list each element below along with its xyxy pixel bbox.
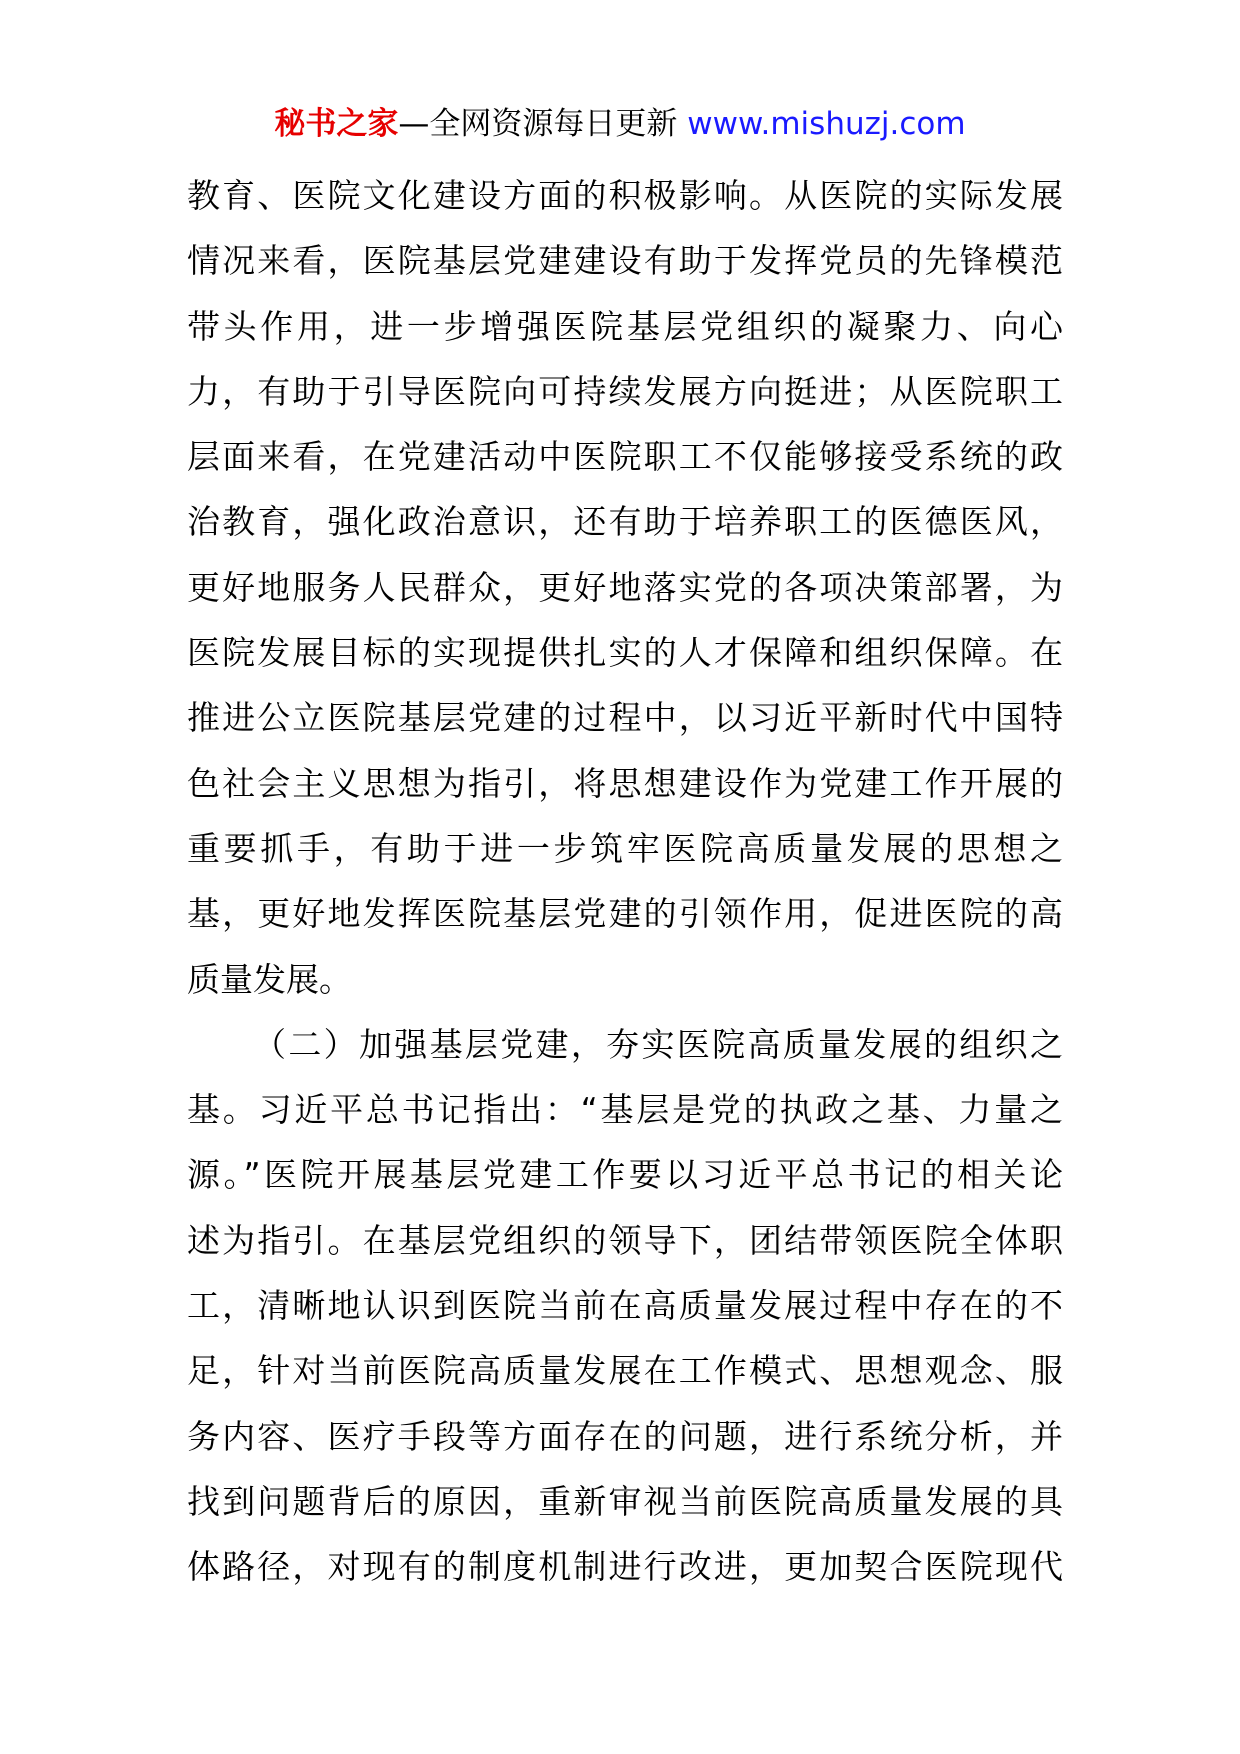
site-brand: 秘书之家 — [274, 106, 399, 142]
paragraph-line: 质量发展。 — [187, 959, 352, 999]
paragraph-line: 工，清晰地认识到医院当前在高质量发展过程中存在的不 — [187, 1286, 1063, 1326]
paragraph-line: 层面来看，在党建活动中医院职工不仅能够接受系统的政 — [187, 437, 1063, 477]
paragraph-line: 足，针对当前医院高质量发展在工作模式、思想观念、服 — [187, 1351, 1063, 1391]
paragraph-line: 体路径，对现有的制度机制进行改进，更加契合医院现代 — [187, 1547, 1063, 1587]
paragraph-line: 情况来看，医院基层党建建设有助于发挥党员的先锋模范 — [187, 241, 1063, 281]
paragraph-line: 更好地服务人民群众，更好地落实党的各项决策部署，为 — [187, 567, 1063, 607]
paragraph-line: 述为指引。在基层党组织的领导下，团结带领医院全体职 — [187, 1220, 1063, 1260]
paragraph-line: 治教育，强化政治意识，还有助于培养职工的医德医风， — [187, 502, 1063, 542]
section-heading-line: （二）加强基层党建，夯实医院高质量发展的组织之 — [253, 1024, 1063, 1064]
paragraph-line: 找到问题背后的原因，重新审视当前医院高质量发展的具 — [187, 1481, 1063, 1521]
site-tagline: —全网资源每日更新 — [398, 106, 678, 142]
paragraph-line: 教育、医院文化建设方面的积极影响。从医院的实际发展 — [187, 176, 1063, 215]
document-body — [187, 163, 1063, 1600]
paragraph-line: 力，有助于引导医院向可持续发展方向挺进；从医院职工 — [187, 371, 1063, 411]
paragraph-line: 基，更好地发挥医院基层党建的引领作用，促进医院的高 — [187, 894, 1063, 934]
paragraph-line: 色社会主义思想为指引，将思想建设作为党建工作开展的 — [187, 763, 1063, 803]
paragraph-line: 务内容、医疗手段等方面存在的问题，进行系统分析，并 — [187, 1416, 1063, 1456]
paragraph-line: 重要抓手，有助于进一步筑牢医院高质量发展的思想之 — [187, 828, 1063, 868]
site-url-link[interactable]: www.mishuzj.com — [687, 106, 966, 142]
paragraph-line: 医院发展目标的实现提供扎实的人才保障和组织保障。在 — [187, 633, 1063, 673]
paragraph-line: 带头作用，进一步增强医院基层党组织的凝聚力、向心 — [187, 306, 1063, 346]
site-header — [0, 100, 1240, 148]
paragraph-line: 源。”医院开展基层党建工作要以习近平总书记的相关论 — [187, 1155, 1063, 1195]
paragraph-line: 推进公立医院基层党建的过程中，以习近平新时代中国特 — [187, 698, 1063, 738]
paragraph-line: 基。习近平总书记指出：“基层是党的执政之基、力量之 — [187, 1090, 1063, 1130]
